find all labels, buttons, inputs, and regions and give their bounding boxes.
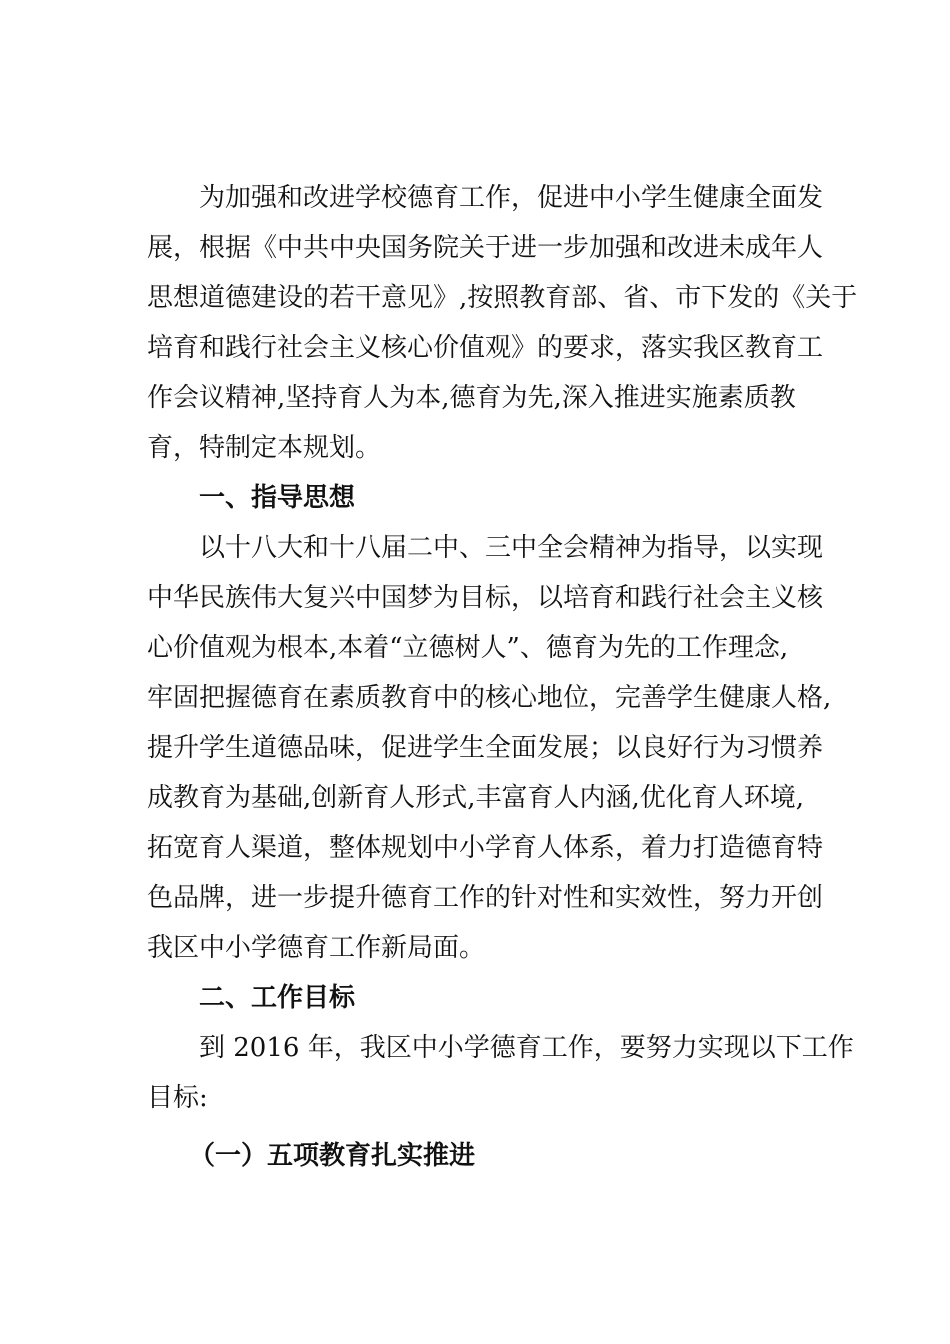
text-line: 目标: [147,1083,208,1113]
text-line: 思想道德建设的若干意见》,按照教育部、省、市下发的《关于 [147,283,858,313]
section-heading-guiding-ideology: 一、指导思想 [199,483,356,513]
text-line: 作会议精神,坚持育人为本,德育为先,深入推进实施素质教 [147,383,796,413]
text-line: 以十八大和十八届二中、三中全会精神为指导，以实现 [199,533,824,563]
text-line: 到 2016 年，我区中小学德育工作，要努力实现以下工作 [199,1033,854,1063]
work-goals-paragraph [147,1023,854,1123]
guiding-ideology-paragraph [147,523,832,973]
document-body [147,173,858,1181]
text-line: 中华民族伟大复兴中国梦为目标，以培育和践行社会主义核 [147,583,824,613]
intro-paragraph [147,173,858,473]
section-heading-work-goals: 二、工作目标 [199,983,356,1013]
text-line: 育，特制定本规划。 [147,433,382,463]
text-line: 提升学生道德品味，促进学生全面发展；以良好行为习惯养 [147,733,824,763]
text-line: 牢固把握德育在素质教育中的核心地位，完善学生健康人格, [147,683,832,713]
text-line: 展，根据《中共中央国务院关于进一步加强和改进未成年人 [147,233,824,263]
text-line: 成教育为基础,创新育人形式,丰富育人内涵,优化育人环境, [147,783,805,813]
text-line: 培育和践行社会主义核心价值观》的要求，落实我区教育工 [147,333,824,363]
text-line: 拓宽育人渠道，整体规划中小学育人体系，着力打造德育特 [147,833,824,863]
text-line: 为加强和改进学校德育工作，促进中小学生健康全面发 [199,183,824,213]
text-line: 我区中小学德育工作新局面。 [147,933,486,963]
text-line: 心价值观为根本,本着“立德树人”、德育为先的工作理念, [147,633,789,663]
subsection-heading-five-educations: （一）五项教育扎实推进 [189,1141,476,1171]
text-line: 色品牌，进一步提升德育工作的针对性和实效性，努力开创 [147,883,824,913]
